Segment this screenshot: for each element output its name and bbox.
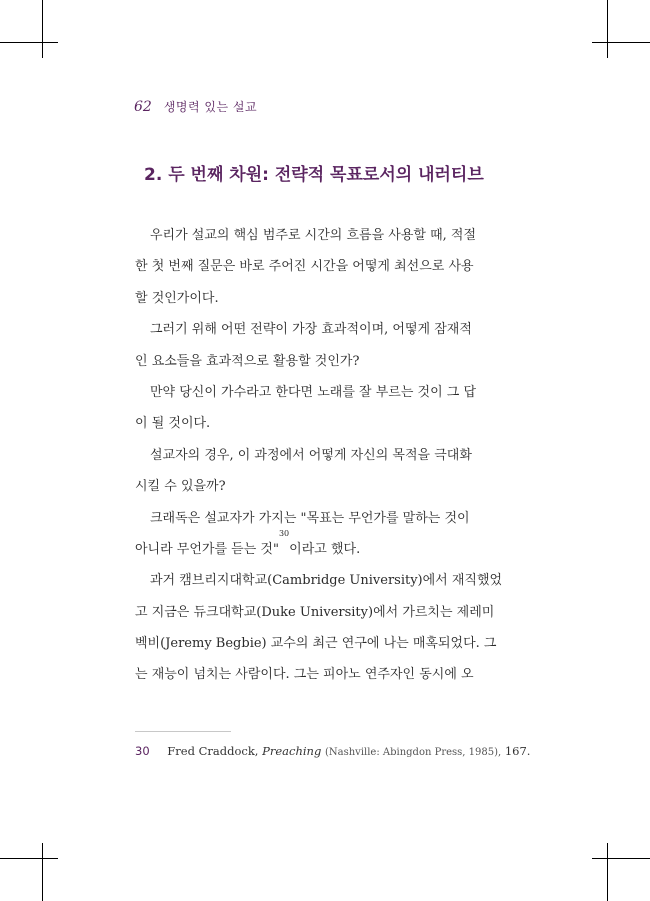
crop-mark-top-right-v xyxy=(607,0,608,58)
paragraph-1 xyxy=(135,220,505,314)
footnote-reference: 30 xyxy=(278,528,290,538)
paragraph-2 xyxy=(135,314,505,377)
text-line: 고 지금은 듀크대학교(Duke University)에서 가르치는 제레미 xyxy=(135,604,495,620)
crop-mark-top-right-h xyxy=(592,42,650,43)
paragraph-5 xyxy=(135,503,505,566)
text-line: 크래독은 설교자가 가지는 "목표는 무언가를 말하는 것이 xyxy=(150,510,470,526)
footnote-divider xyxy=(135,731,231,732)
text-line: 벡비(Jeremy Begbie) 교수의 최근 연구에 나는 매혹되었다. 그 xyxy=(135,636,497,652)
section-heading: 2. 두 번째 차원: 전략적 목표로서의 내러티브 xyxy=(144,165,484,185)
footnote-author: Fred Craddock, xyxy=(167,744,259,758)
text-line: 과거 캠브리지대학교(Cambridge University)에서 재직했었 xyxy=(150,573,503,589)
text-line: 이 될 것이다. xyxy=(135,416,211,432)
paragraph-4 xyxy=(135,440,505,503)
paragraph-3 xyxy=(135,377,505,440)
paragraph-6 xyxy=(135,565,505,691)
text-segment: 아니라 무언가를 듣는 것" xyxy=(135,541,279,557)
text-line-with-footnote xyxy=(135,528,505,565)
footnote-title: Preaching xyxy=(262,744,322,758)
crop-mark-bottom-right-h xyxy=(592,858,650,859)
footnote xyxy=(135,744,531,758)
text-line: 인 요소들을 효과적으로 활용할 것인가? xyxy=(135,353,360,369)
running-header xyxy=(134,98,257,115)
footnote-publisher: (Nashville: Abingdon Press, 1985), xyxy=(324,747,502,758)
crop-mark-bottom-right-v xyxy=(607,843,608,901)
footnote-number: 30 xyxy=(135,744,150,758)
text-segment: 이라고 했다. xyxy=(289,541,361,557)
book-title: 생명력 있는 설교 xyxy=(163,100,258,114)
body-text xyxy=(135,220,505,691)
page-number: 62 xyxy=(134,99,152,115)
text-line: 한 첫 번째 질문은 바로 주어진 시간을 어떻게 최선으로 사용 xyxy=(135,259,474,275)
text-line: 그러기 위해 어떤 전략이 가장 효과적이며, 어떻게 잠재적 xyxy=(150,322,472,338)
crop-mark-bottom-left-h xyxy=(0,858,58,859)
text-line: 설교자의 경우, 이 과정에서 어떻게 자신의 목적을 극대화 xyxy=(150,447,472,463)
text-line: 만약 당신이 가수라고 한다면 노래를 잘 부르는 것이 그 답 xyxy=(150,384,477,400)
footnote-page: 167. xyxy=(504,744,531,758)
text-line: 할 것인가이다. xyxy=(135,290,219,306)
text-line: 우리가 설교의 핵심 범주로 시간의 흐름을 사용할 때, 적절 xyxy=(150,228,477,243)
crop-mark-top-left-h xyxy=(0,42,58,43)
crop-mark-top-left-v xyxy=(42,0,43,58)
text-line: 는 재능이 넘치는 사람이다. 그는 피아노 연주자인 동시에 오 xyxy=(135,667,474,683)
crop-mark-bottom-left-v xyxy=(42,843,43,901)
text-line: 시킬 수 있을까? xyxy=(135,479,226,495)
